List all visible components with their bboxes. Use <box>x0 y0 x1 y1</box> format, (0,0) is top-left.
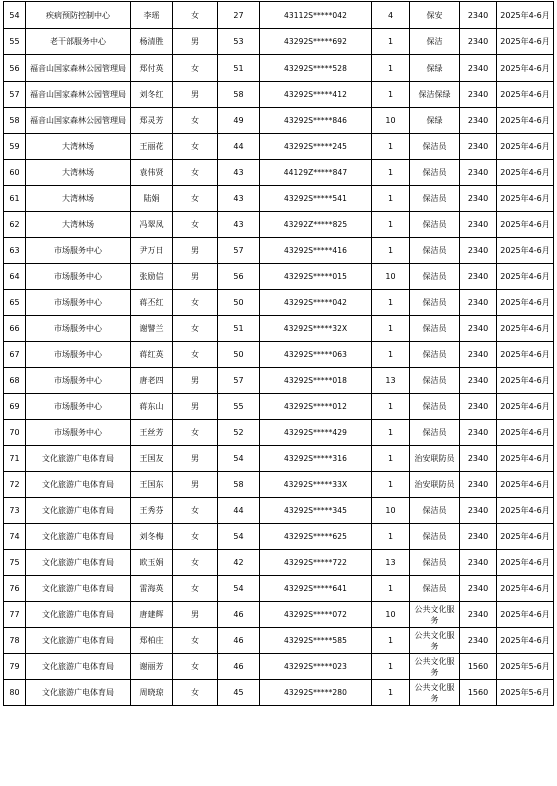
unit-cell: 文化旅游广电体育局 <box>26 472 131 498</box>
sex-cell: 男 <box>173 368 218 394</box>
amount-cell: 2340 <box>460 420 497 446</box>
name-cell: 蒋东山 <box>131 394 173 420</box>
job-cell: 保洁员 <box>410 368 460 394</box>
unit-cell: 市场服务中心 <box>26 394 131 420</box>
table-row <box>4 186 554 212</box>
period-cell: 2025年4-6月 <box>497 2 554 29</box>
id-number-cell: 43292S*****585 <box>260 628 372 654</box>
row-number-cell: 76 <box>4 576 26 602</box>
period-cell: 2025年4-6月 <box>497 55 554 82</box>
age-cell: 45 <box>218 680 260 706</box>
job-cell: 保洁 <box>410 29 460 55</box>
amount-cell: 2340 <box>460 576 497 602</box>
age-cell: 43 <box>218 212 260 238</box>
name-cell: 张励信 <box>131 264 173 290</box>
name-cell: 杨清胜 <box>131 29 173 55</box>
count-cell: 1 <box>372 576 410 602</box>
name-cell: 陆娟 <box>131 186 173 212</box>
job-cell: 公共文化服务 <box>410 654 460 680</box>
job-cell: 保洁员 <box>410 290 460 316</box>
count-cell: 1 <box>372 134 410 160</box>
sex-cell: 女 <box>173 420 218 446</box>
amount-cell: 2340 <box>460 446 497 472</box>
id-number-cell: 43292S*****722 <box>260 550 372 576</box>
amount-cell: 2340 <box>460 82 497 108</box>
table-row <box>4 550 554 576</box>
name-cell: 欧玉娟 <box>131 550 173 576</box>
sex-cell: 女 <box>173 498 218 524</box>
id-number-cell: 43292S*****245 <box>260 134 372 160</box>
age-cell: 54 <box>218 576 260 602</box>
name-cell: 蒋丕红 <box>131 290 173 316</box>
age-cell: 55 <box>218 394 260 420</box>
count-cell: 1 <box>372 654 410 680</box>
table-row <box>4 2 554 29</box>
row-number-cell: 78 <box>4 628 26 654</box>
name-cell: 谢丽芳 <box>131 654 173 680</box>
table-row <box>4 446 554 472</box>
age-cell: 50 <box>218 342 260 368</box>
name-cell: 郑付英 <box>131 55 173 82</box>
age-cell: 46 <box>218 628 260 654</box>
job-cell: 保洁保绿 <box>410 82 460 108</box>
count-cell: 1 <box>372 160 410 186</box>
row-number-cell: 61 <box>4 186 26 212</box>
sex-cell: 男 <box>173 238 218 264</box>
age-cell: 51 <box>218 316 260 342</box>
row-number-cell: 67 <box>4 342 26 368</box>
job-cell: 保洁员 <box>410 160 460 186</box>
count-cell: 1 <box>372 212 410 238</box>
amount-cell: 2340 <box>460 368 497 394</box>
job-cell: 公共文化服务 <box>410 602 460 628</box>
period-cell: 2025年4-6月 <box>497 550 554 576</box>
id-number-cell: 44129Z*****847 <box>260 160 372 186</box>
table-row <box>4 212 554 238</box>
row-number-cell: 79 <box>4 654 26 680</box>
age-cell: 58 <box>218 472 260 498</box>
period-cell: 2025年4-6月 <box>497 186 554 212</box>
row-number-cell: 60 <box>4 160 26 186</box>
id-number-cell: 43292S*****042 <box>260 290 372 316</box>
job-cell: 治安联防员 <box>410 472 460 498</box>
row-number-cell: 64 <box>4 264 26 290</box>
count-cell: 10 <box>372 498 410 524</box>
amount-cell: 2340 <box>460 264 497 290</box>
name-cell: 王秀芬 <box>131 498 173 524</box>
sex-cell: 女 <box>173 290 218 316</box>
name-cell: 冯翠凤 <box>131 212 173 238</box>
sex-cell: 男 <box>173 264 218 290</box>
amount-cell: 2340 <box>460 394 497 420</box>
unit-cell: 市场服务中心 <box>26 342 131 368</box>
sex-cell: 男 <box>173 82 218 108</box>
unit-cell: 文化旅游广电体育局 <box>26 446 131 472</box>
id-number-cell: 43292S*****063 <box>260 342 372 368</box>
table-row <box>4 160 554 186</box>
sex-cell: 女 <box>173 550 218 576</box>
id-number-cell: 43292S*****345 <box>260 498 372 524</box>
period-cell: 2025年4-6月 <box>497 472 554 498</box>
sex-cell: 女 <box>173 628 218 654</box>
job-cell: 保洁员 <box>410 576 460 602</box>
age-cell: 43 <box>218 186 260 212</box>
period-cell: 2025年4-6月 <box>497 212 554 238</box>
id-number-cell: 43292S*****33X <box>260 472 372 498</box>
unit-cell: 老干部服务中心 <box>26 29 131 55</box>
period-cell: 2025年4-6月 <box>497 82 554 108</box>
job-cell: 保洁员 <box>410 316 460 342</box>
sex-cell: 男 <box>173 602 218 628</box>
unit-cell: 大湾林场 <box>26 160 131 186</box>
id-number-cell: 43292S*****692 <box>260 29 372 55</box>
row-number-cell: 74 <box>4 524 26 550</box>
sex-cell: 女 <box>173 186 218 212</box>
age-cell: 53 <box>218 29 260 55</box>
sex-cell: 女 <box>173 55 218 82</box>
row-number-cell: 77 <box>4 602 26 628</box>
count-cell: 1 <box>372 420 410 446</box>
table-body <box>4 2 554 706</box>
unit-cell: 福音山国家森林公园管理局 <box>26 55 131 82</box>
id-number-cell: 43292S*****32X <box>260 316 372 342</box>
period-cell: 2025年4-6月 <box>497 446 554 472</box>
period-cell: 2025年4-6月 <box>497 368 554 394</box>
table-row <box>4 628 554 654</box>
period-cell: 2025年4-6月 <box>497 576 554 602</box>
unit-cell: 市场服务中心 <box>26 420 131 446</box>
row-number-cell: 66 <box>4 316 26 342</box>
age-cell: 56 <box>218 264 260 290</box>
unit-cell: 大湾林场 <box>26 212 131 238</box>
row-number-cell: 63 <box>4 238 26 264</box>
table-row <box>4 680 554 706</box>
table-row <box>4 368 554 394</box>
row-number-cell: 75 <box>4 550 26 576</box>
table-row <box>4 342 554 368</box>
amount-cell: 2340 <box>460 134 497 160</box>
sex-cell: 女 <box>173 108 218 134</box>
job-cell: 保洁员 <box>410 134 460 160</box>
name-cell: 李瑶 <box>131 2 173 29</box>
age-cell: 52 <box>218 420 260 446</box>
count-cell: 10 <box>372 108 410 134</box>
age-cell: 57 <box>218 238 260 264</box>
table-row <box>4 108 554 134</box>
job-cell: 保洁员 <box>410 342 460 368</box>
count-cell: 1 <box>372 29 410 55</box>
count-cell: 1 <box>372 394 410 420</box>
amount-cell: 2340 <box>460 238 497 264</box>
table-row <box>4 602 554 628</box>
amount-cell: 2340 <box>460 602 497 628</box>
age-cell: 54 <box>218 446 260 472</box>
amount-cell: 2340 <box>460 290 497 316</box>
unit-cell: 文化旅游广电体育局 <box>26 550 131 576</box>
name-cell: 郑灵芳 <box>131 108 173 134</box>
period-cell: 2025年4-6月 <box>497 238 554 264</box>
unit-cell: 市场服务中心 <box>26 316 131 342</box>
period-cell: 2025年4-6月 <box>497 108 554 134</box>
period-cell: 2025年4-6月 <box>497 160 554 186</box>
id-number-cell: 43292S*****846 <box>260 108 372 134</box>
amount-cell: 2340 <box>460 212 497 238</box>
period-cell: 2025年4-6月 <box>497 524 554 550</box>
name-cell: 郑柏庄 <box>131 628 173 654</box>
job-cell: 保绿 <box>410 108 460 134</box>
table-row <box>4 290 554 316</box>
sex-cell: 女 <box>173 524 218 550</box>
table-row <box>4 55 554 82</box>
row-number-cell: 54 <box>4 2 26 29</box>
table-row <box>4 82 554 108</box>
name-cell: 唐建辉 <box>131 602 173 628</box>
sex-cell: 男 <box>173 29 218 55</box>
job-cell: 公共文化服务 <box>410 680 460 706</box>
id-number-cell: 43292S*****018 <box>260 368 372 394</box>
unit-cell: 市场服务中心 <box>26 264 131 290</box>
row-number-cell: 80 <box>4 680 26 706</box>
name-cell: 雷海英 <box>131 576 173 602</box>
period-cell: 2025年4-6月 <box>497 394 554 420</box>
id-number-cell: 43292S*****316 <box>260 446 372 472</box>
table-row <box>4 654 554 680</box>
job-cell: 保洁员 <box>410 186 460 212</box>
count-cell: 4 <box>372 2 410 29</box>
count-cell: 1 <box>372 82 410 108</box>
unit-cell: 文化旅游广电体育局 <box>26 654 131 680</box>
amount-cell: 2340 <box>460 108 497 134</box>
name-cell: 王国东 <box>131 472 173 498</box>
age-cell: 51 <box>218 55 260 82</box>
age-cell: 58 <box>218 82 260 108</box>
period-cell: 2025年4-6月 <box>497 628 554 654</box>
sex-cell: 女 <box>173 342 218 368</box>
count-cell: 1 <box>372 316 410 342</box>
amount-cell: 2340 <box>460 2 497 29</box>
age-cell: 46 <box>218 654 260 680</box>
sex-cell: 女 <box>173 680 218 706</box>
unit-cell: 大湾林场 <box>26 134 131 160</box>
age-cell: 42 <box>218 550 260 576</box>
id-number-cell: 43292S*****641 <box>260 576 372 602</box>
id-number-cell: 43112S*****042 <box>260 2 372 29</box>
amount-cell: 2340 <box>460 342 497 368</box>
count-cell: 13 <box>372 550 410 576</box>
unit-cell: 文化旅游广电体育局 <box>26 602 131 628</box>
count-cell: 10 <box>372 264 410 290</box>
age-cell: 49 <box>218 108 260 134</box>
period-cell: 2025年4-6月 <box>497 134 554 160</box>
amount-cell: 2340 <box>460 29 497 55</box>
period-cell: 2025年5-6月 <box>497 680 554 706</box>
id-number-cell: 43292S*****072 <box>260 602 372 628</box>
table-row <box>4 316 554 342</box>
unit-cell: 市场服务中心 <box>26 290 131 316</box>
sex-cell: 男 <box>173 394 218 420</box>
row-number-cell: 70 <box>4 420 26 446</box>
name-cell: 蒋红英 <box>131 342 173 368</box>
table-row <box>4 238 554 264</box>
job-cell: 保洁员 <box>410 238 460 264</box>
table-row <box>4 29 554 55</box>
period-cell: 2025年4-6月 <box>497 498 554 524</box>
id-number-cell: 43292S*****280 <box>260 680 372 706</box>
name-cell: 刘冬梅 <box>131 524 173 550</box>
table-row <box>4 472 554 498</box>
job-cell: 保洁员 <box>410 498 460 524</box>
row-number-cell: 68 <box>4 368 26 394</box>
table-row <box>4 420 554 446</box>
id-number-cell: 43292S*****015 <box>260 264 372 290</box>
table-row <box>4 498 554 524</box>
sex-cell: 女 <box>173 212 218 238</box>
id-number-cell: 43292S*****541 <box>260 186 372 212</box>
unit-cell: 福音山国家森林公园管理局 <box>26 108 131 134</box>
sex-cell: 男 <box>173 472 218 498</box>
job-cell: 治安联防员 <box>410 446 460 472</box>
name-cell: 刘冬红 <box>131 82 173 108</box>
period-cell: 2025年4-6月 <box>497 602 554 628</box>
name-cell: 王丽花 <box>131 134 173 160</box>
amount-cell: 2340 <box>460 498 497 524</box>
unit-cell: 文化旅游广电体育局 <box>26 628 131 654</box>
id-number-cell: 43292S*****416 <box>260 238 372 264</box>
id-number-cell: 43292S*****023 <box>260 654 372 680</box>
period-cell: 2025年4-6月 <box>497 342 554 368</box>
age-cell: 57 <box>218 368 260 394</box>
unit-cell: 疾病预防控制中心 <box>26 2 131 29</box>
id-number-cell: 43292S*****412 <box>260 82 372 108</box>
unit-cell: 福音山国家森林公园管理局 <box>26 82 131 108</box>
id-number-cell: 43292S*****429 <box>260 420 372 446</box>
unit-cell: 市场服务中心 <box>26 368 131 394</box>
row-number-cell: 73 <box>4 498 26 524</box>
name-cell: 王丝芳 <box>131 420 173 446</box>
count-cell: 1 <box>372 628 410 654</box>
count-cell: 1 <box>372 342 410 368</box>
count-cell: 1 <box>372 55 410 82</box>
job-cell: 公共文化服务 <box>410 628 460 654</box>
period-cell: 2025年4-6月 <box>497 316 554 342</box>
job-cell: 保洁员 <box>410 394 460 420</box>
row-number-cell: 55 <box>4 29 26 55</box>
age-cell: 54 <box>218 524 260 550</box>
job-cell: 保洁员 <box>410 420 460 446</box>
amount-cell: 2340 <box>460 160 497 186</box>
amount-cell: 2340 <box>460 186 497 212</box>
unit-cell: 文化旅游广电体育局 <box>26 576 131 602</box>
amount-cell: 2340 <box>460 316 497 342</box>
job-cell: 保洁员 <box>410 212 460 238</box>
unit-cell: 文化旅游广电体育局 <box>26 498 131 524</box>
amount-cell: 1560 <box>460 654 497 680</box>
count-cell: 1 <box>372 680 410 706</box>
period-cell: 2025年4-6月 <box>497 29 554 55</box>
id-number-cell: 43292Z*****825 <box>260 212 372 238</box>
count-cell: 1 <box>372 290 410 316</box>
amount-cell: 1560 <box>460 680 497 706</box>
row-number-cell: 65 <box>4 290 26 316</box>
id-number-cell: 43292S*****625 <box>260 524 372 550</box>
row-number-cell: 58 <box>4 108 26 134</box>
count-cell: 1 <box>372 472 410 498</box>
table-row <box>4 264 554 290</box>
unit-cell: 文化旅游广电体育局 <box>26 680 131 706</box>
row-number-cell: 57 <box>4 82 26 108</box>
count-cell: 1 <box>372 524 410 550</box>
table-row <box>4 134 554 160</box>
row-number-cell: 56 <box>4 55 26 82</box>
unit-cell: 市场服务中心 <box>26 238 131 264</box>
count-cell: 1 <box>372 238 410 264</box>
age-cell: 27 <box>218 2 260 29</box>
row-number-cell: 62 <box>4 212 26 238</box>
table-row <box>4 394 554 420</box>
amount-cell: 2340 <box>460 472 497 498</box>
sex-cell: 女 <box>173 576 218 602</box>
row-number-cell: 69 <box>4 394 26 420</box>
roster-table <box>3 1 554 706</box>
amount-cell: 2340 <box>460 628 497 654</box>
count-cell: 13 <box>372 368 410 394</box>
row-number-cell: 59 <box>4 134 26 160</box>
amount-cell: 2340 <box>460 55 497 82</box>
id-number-cell: 43292S*****528 <box>260 55 372 82</box>
id-number-cell: 43292S*****012 <box>260 394 372 420</box>
table-row <box>4 524 554 550</box>
count-cell: 1 <box>372 186 410 212</box>
row-number-cell: 72 <box>4 472 26 498</box>
age-cell: 46 <box>218 602 260 628</box>
name-cell: 谢譬兰 <box>131 316 173 342</box>
table-row <box>4 576 554 602</box>
age-cell: 44 <box>218 498 260 524</box>
period-cell: 2025年4-6月 <box>497 290 554 316</box>
amount-cell: 2340 <box>460 550 497 576</box>
job-cell: 保安 <box>410 2 460 29</box>
count-cell: 10 <box>372 602 410 628</box>
job-cell: 保洁员 <box>410 550 460 576</box>
age-cell: 50 <box>218 290 260 316</box>
job-cell: 保洁员 <box>410 264 460 290</box>
name-cell: 唐老四 <box>131 368 173 394</box>
name-cell: 王国友 <box>131 446 173 472</box>
name-cell: 周晓琼 <box>131 680 173 706</box>
sex-cell: 女 <box>173 134 218 160</box>
name-cell: 尹万日 <box>131 238 173 264</box>
sex-cell: 男 <box>173 446 218 472</box>
amount-cell: 2340 <box>460 524 497 550</box>
age-cell: 44 <box>218 134 260 160</box>
sex-cell: 女 <box>173 2 218 29</box>
period-cell: 2025年5-6月 <box>497 654 554 680</box>
job-cell: 保洁员 <box>410 524 460 550</box>
unit-cell: 大湾林场 <box>26 186 131 212</box>
sex-cell: 女 <box>173 160 218 186</box>
sex-cell: 女 <box>173 316 218 342</box>
period-cell: 2025年4-6月 <box>497 264 554 290</box>
row-number-cell: 71 <box>4 446 26 472</box>
name-cell: 袁伟贤 <box>131 160 173 186</box>
count-cell: 1 <box>372 446 410 472</box>
job-cell: 保绿 <box>410 55 460 82</box>
period-cell: 2025年4-6月 <box>497 420 554 446</box>
sex-cell: 女 <box>173 654 218 680</box>
unit-cell: 文化旅游广电体育局 <box>26 524 131 550</box>
age-cell: 43 <box>218 160 260 186</box>
